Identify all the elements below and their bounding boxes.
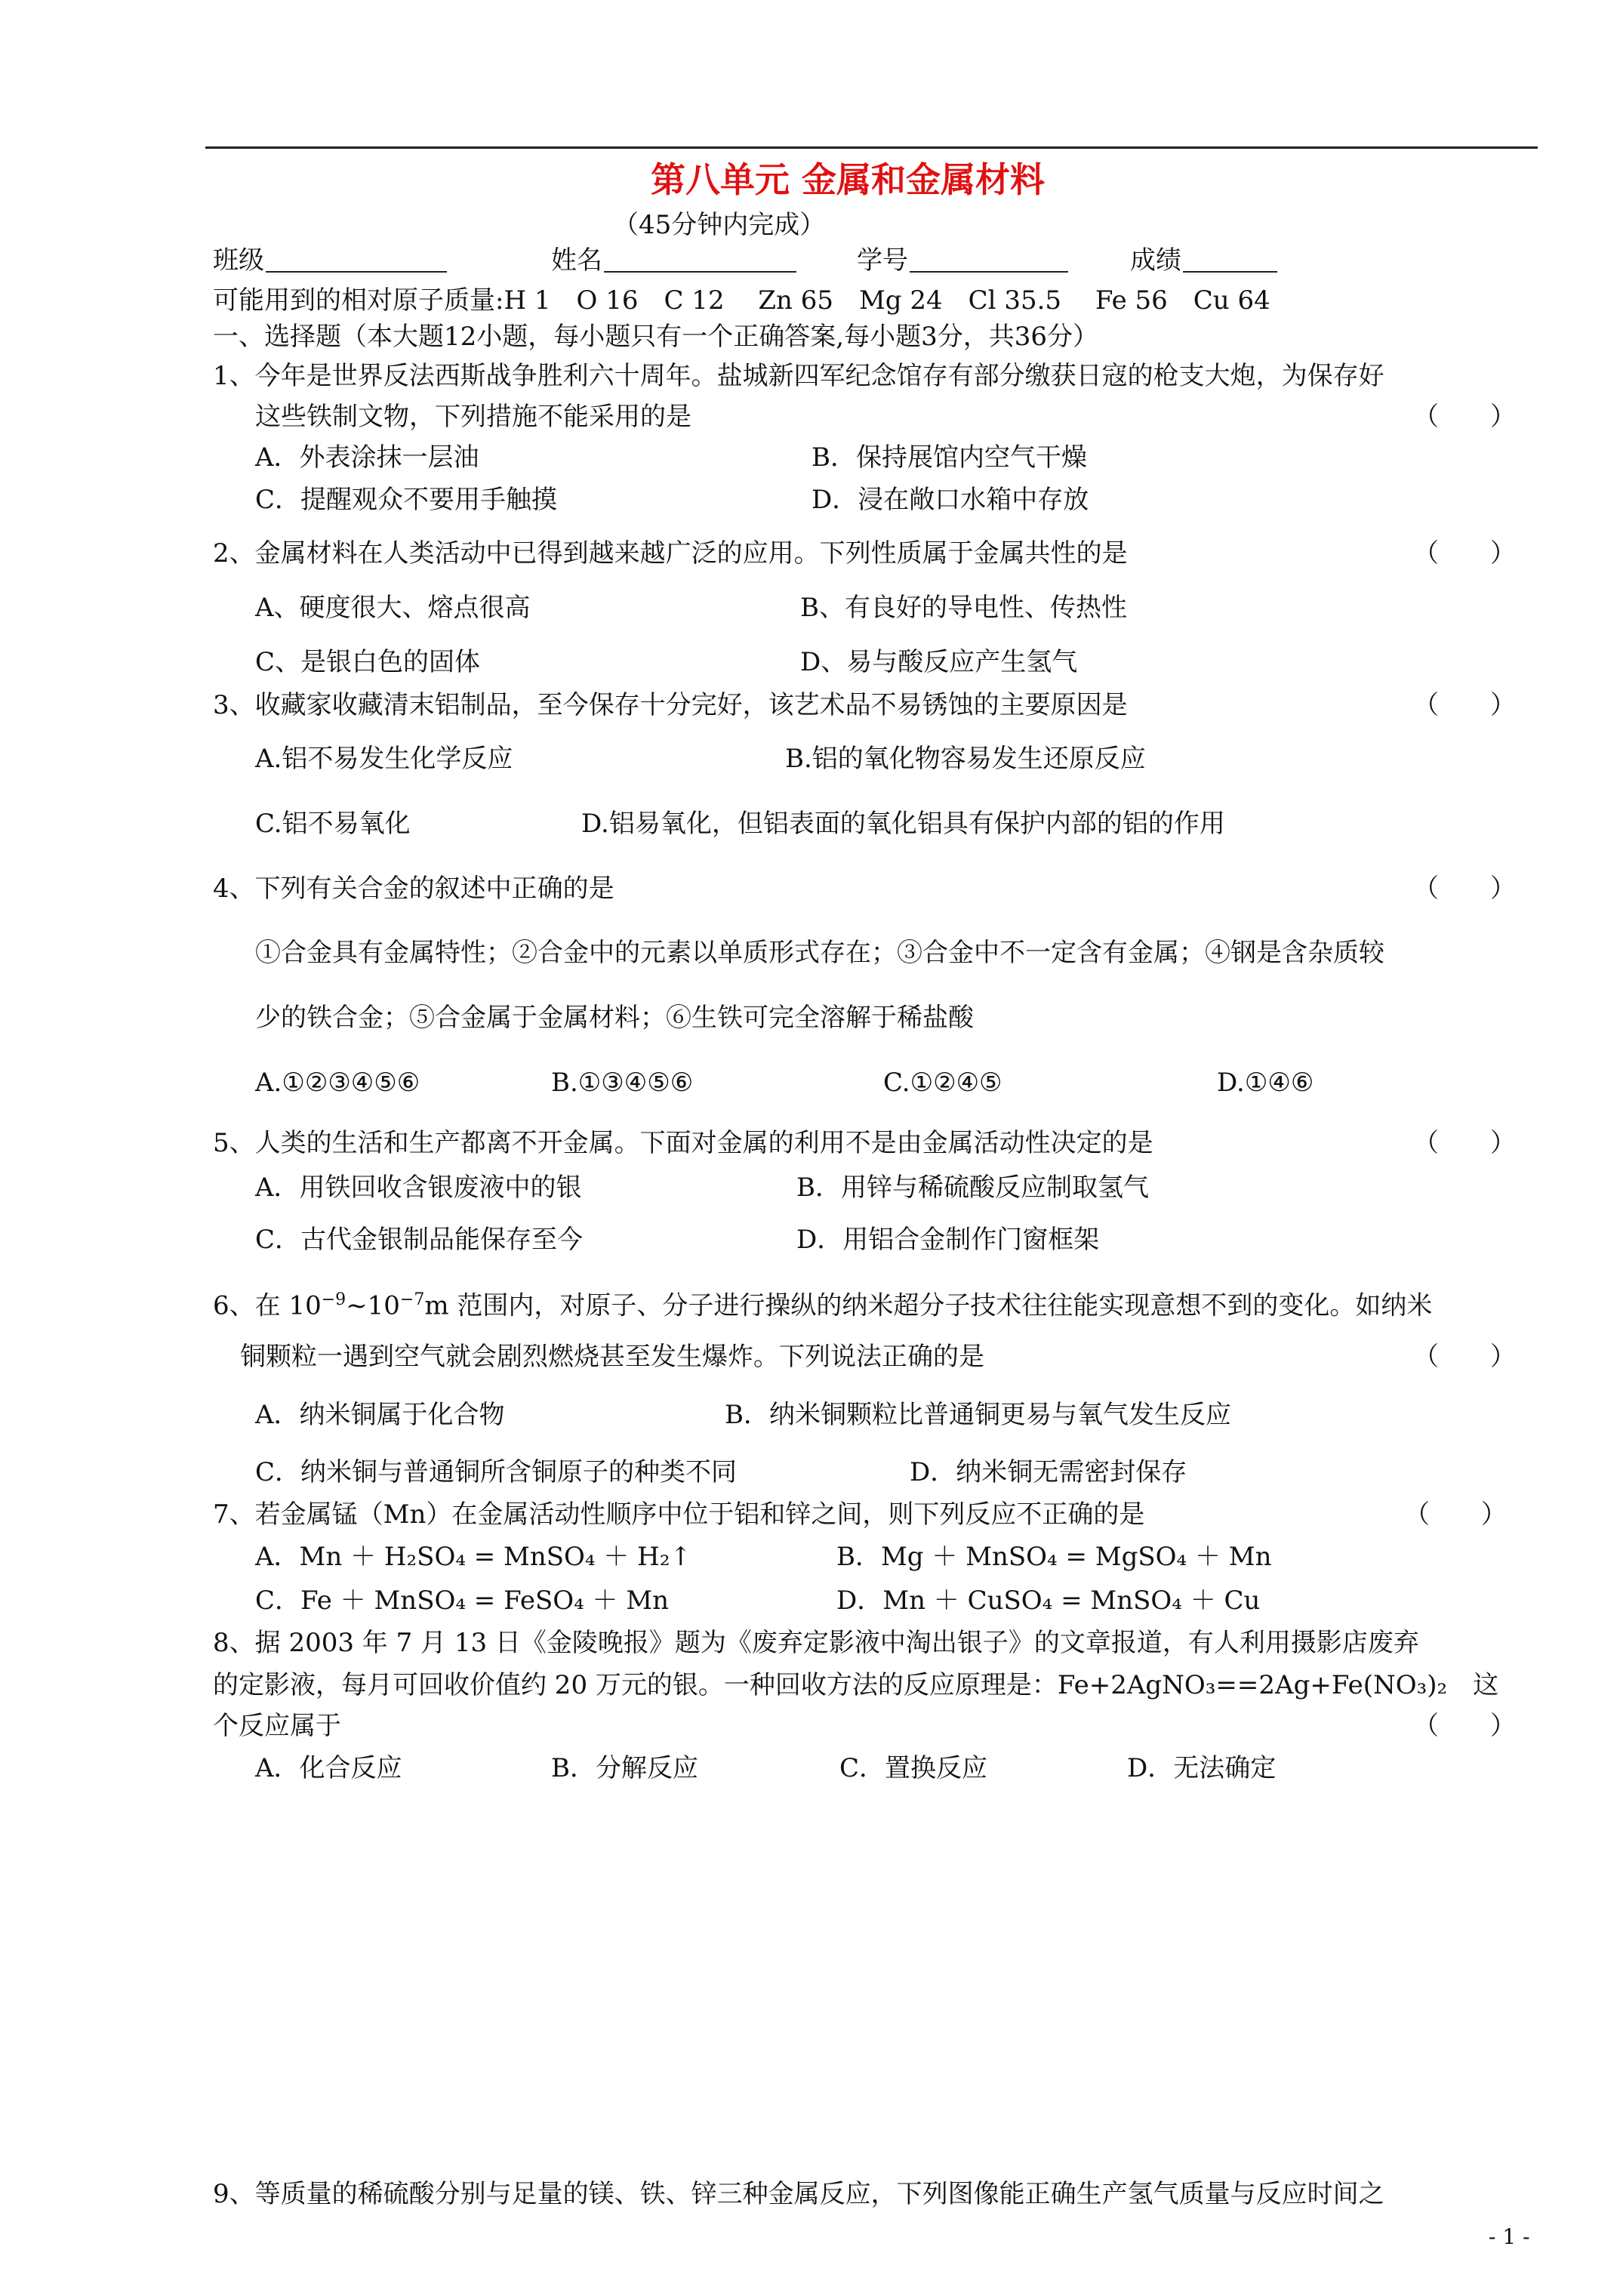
answer-bracket[interactable]: （ ） [1413, 538, 1516, 569]
option-c: C．Fe ＋ MnSO₄ = FeSO₄ ＋ Mn [255, 1586, 670, 1616]
option-b: B、有良好的导电性、传热性 [800, 593, 1127, 623]
option-d: D．Mn ＋ CuSO₄ = MnSO₄ ＋ Cu [836, 1586, 1261, 1616]
option-b: B．用锌与稀硫酸反应制取氢气 [796, 1173, 1149, 1203]
name-field[interactable] [604, 245, 796, 279]
page-number: - 1 - [1489, 2224, 1530, 2249]
option-d: D．浸在敞口水箱中存放 [812, 485, 1089, 515]
option-a: A．化合反应 [255, 1753, 402, 1783]
class-label: 班级 [213, 245, 264, 276]
option-c: C、是银白色的固体 [255, 647, 481, 677]
answer-bracket[interactable]: （ ） [1413, 690, 1516, 720]
option-d: D．纳米铜无需密封保存 [910, 1457, 1187, 1487]
name-label: 姓名 [551, 245, 602, 276]
option-d: D．用铝合金制作门窗框架 [796, 1225, 1100, 1255]
option-a: A.铝不易发生化学反应 [255, 744, 513, 774]
page-subtitle: （45分钟内完成） [613, 210, 826, 240]
exponent: −7 [399, 1290, 425, 1309]
score-field[interactable] [1183, 245, 1277, 279]
option-d: D.①④⑥ [1217, 1068, 1314, 1098]
option-b: B．Mg ＋ MnSO₄ = MgSO₄ ＋ Mn [836, 1542, 1272, 1572]
page-title: 第八单元 金属和金属材料 [651, 159, 1046, 200]
question-text: 3、收藏家收藏清末铝制品，至今保存十分完好，该艺术品不易锈蚀的主要原因是 [213, 690, 1128, 720]
option-b: B．纳米铜颗粒比普通铜更易与氧气发生反应 [725, 1400, 1231, 1430]
header-rule [205, 146, 1538, 149]
option-b: B.铝的氧化物容易发生还原反应 [785, 744, 1146, 774]
option-c: C．置换反应 [839, 1753, 988, 1783]
option-a: A．纳米铜属于化合物 [255, 1400, 505, 1430]
question-text: 7、若金属锰（Mn）在金属活动性顺序中位于铝和锌之间，则下列反应不正确的是 [213, 1499, 1145, 1530]
student-id-field[interactable] [910, 245, 1068, 279]
option-c: C.铝不易氧化 [255, 809, 411, 839]
score-label: 成绩 [1130, 245, 1181, 276]
option-b: B．保持展馆内空气干燥 [812, 442, 1087, 473]
option-d: D．无法确定 [1127, 1753, 1277, 1783]
option-d: D、易与酸反应产生氢气 [800, 647, 1078, 677]
atomic-masses: 可能用到的相对原子质量:H 1 O 16 C 12 Zn 65 Mg 24 Cl 35.5 Fe 56 Cu 64 [213, 285, 1270, 316]
exponent: −9 [321, 1290, 346, 1309]
question-text: 8、据 2003 年 7 月 13 日《金陵晚报》题为《废弃定影液中淘出银子》的文章报道，有人利用摄影店废弃 [213, 1628, 1419, 1658]
option-a: A．用铁回收含银废液中的银 [255, 1173, 582, 1203]
option-a: A．外表涂抹一层油 [255, 442, 479, 473]
answer-bracket[interactable]: （ ） [1413, 874, 1516, 904]
question-text: 2、金属材料在人类活动中已得到越来越广泛的应用。下列性质属于金属共性的是 [213, 538, 1128, 569]
question-text: 这些铁制文物，下列措施不能采用的是 [255, 402, 691, 432]
option-a: A.①②③④⑤⑥ [255, 1068, 420, 1098]
question-text: 个反应属于 [213, 1711, 341, 1741]
question-statements: 少的铁合金；⑤合金属于金属材料；⑥生铁可完全溶解于稀盐酸 [255, 1003, 974, 1033]
question-text: 的定影液，每月可回收价值约 20 万元的银。一种回收方法的反应原理是：Fe+2AgNO₃==2Ag+Fe(NO₃)₂ 这 [213, 1670, 1499, 1700]
option-c: C.①②④⑤ [883, 1068, 1002, 1098]
question-text-part: m 范围内，对原子、分子进行操纵的纳米超分子技术往往能实现意想不到的变化。如纳米 [424, 1290, 1433, 1321]
answer-bracket[interactable]: （ ） [1413, 1711, 1516, 1741]
question-statements: ①合金具有金属特性；②合金中的元素以单质形式存在；③合金中不一定含有金属；④钢是含杂质较 [255, 938, 1384, 968]
class-field[interactable] [266, 245, 447, 279]
question-text [213, 1285, 1432, 1321]
answer-bracket[interactable]: （ ） [1413, 1342, 1516, 1372]
option-c: C．古代金银制品能保存至今 [255, 1225, 584, 1255]
question-text: 4、下列有关合金的叙述中正确的是 [213, 874, 614, 904]
answer-bracket[interactable]: （ ） [1413, 1128, 1516, 1158]
answer-bracket[interactable]: （ ） [1413, 402, 1516, 432]
question-text-part: 6、在 10 [213, 1290, 322, 1321]
option-a: A．Mn ＋ H₂SO₄ = MnSO₄ ＋ H₂↑ [255, 1542, 691, 1572]
section-heading: 一、选择题（本大题12小题，每小题只有一个正确答案,每小题3分，共36分） [213, 322, 1098, 352]
option-b: B．分解反应 [551, 1753, 698, 1783]
answer-bracket[interactable]: （ ） [1404, 1499, 1507, 1530]
question-text: 9、等质量的稀硫酸分别与足量的镁、铁、锌三种金属反应，下列图像能正确生产氢气质量与反应时间之 [213, 2179, 1384, 2209]
question-text-part: ~10 [346, 1290, 400, 1321]
option-c: C．纳米铜与普通铜所含铜原子的种类不同 [255, 1457, 738, 1487]
student-id-label: 学号 [857, 245, 908, 276]
option-c: C．提醒观众不要用手触摸 [255, 485, 558, 515]
option-a: A、硬度很大、熔点很高 [255, 593, 531, 623]
question-text: 铜颗粒一遇到空气就会剧烈燃烧甚至发生爆炸。下列说法正确的是 [240, 1342, 984, 1372]
question-text: 1、今年是世界反法西斯战争胜利六十周年。盐城新四军纪念馆存有部分缴获日寇的枪支大炮，为保存好 [213, 361, 1384, 391]
option-d: D.铝易氧化，但铝表面的氧化铝具有保护内部的铝的作用 [581, 809, 1225, 839]
question-text: 5、人类的生活和生产都离不开金属。下面对金属的利用不是由金属活动性决定的是 [213, 1128, 1153, 1158]
option-b: B.①③④⑤⑥ [551, 1068, 694, 1098]
